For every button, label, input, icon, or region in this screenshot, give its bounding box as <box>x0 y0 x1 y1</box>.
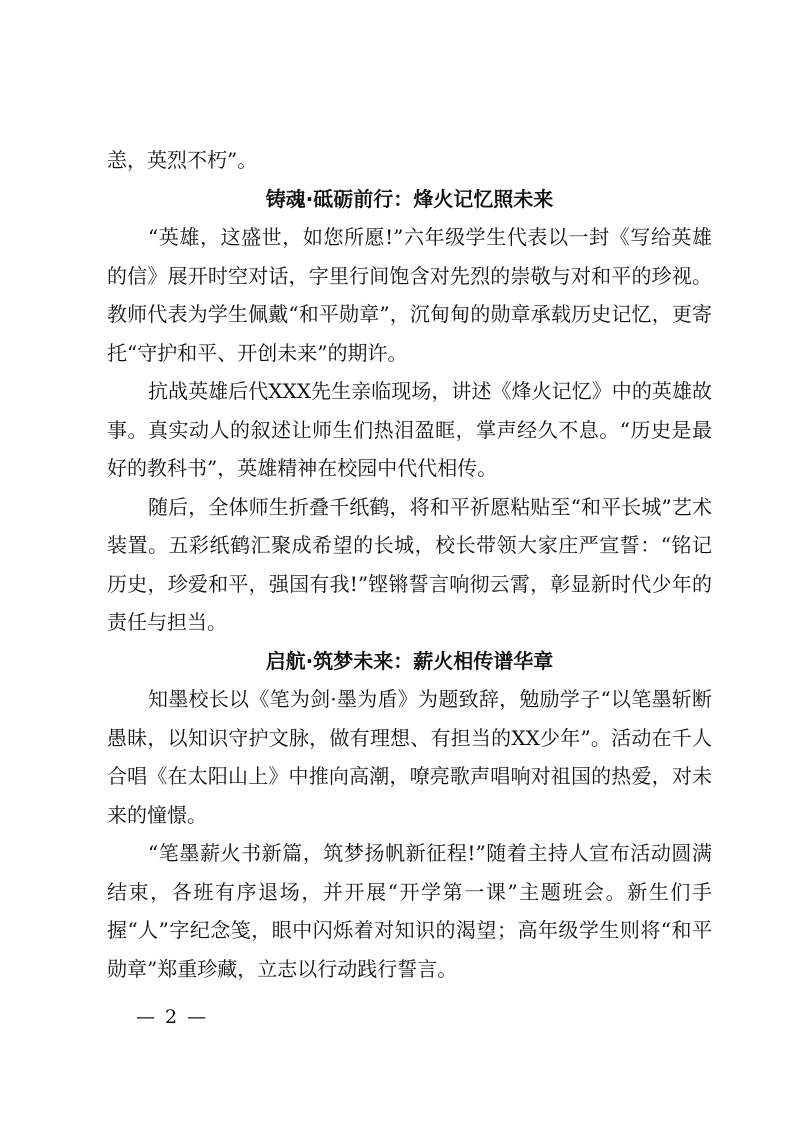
section-2-paragraph-1: 知墨校长以《笔为剑·墨为盾》为题致辞，勉励学子“以笔墨斩断愚昧，以知识守护文脉，做有理想、有担当的XX少年”。活动在千人合唱《在太阳山上》中推向高潮，嘹亮歌声唱响对祖国的热爱，对未来的憧憬。 <box>107 687 712 827</box>
section-2-paragraph-2: “笔墨薪火书新篇，筑梦扬帆新征程!”随着主持人宣布活动圆满结束，各班有序退场，并开展“开学第一课”主题班会。新生们手握“人”字纪念笺，眼中闪烁着对知识的渴望；高年级学生则将“和平勋章”郑重珍藏，立志以行动践行誓言。 <box>107 841 712 981</box>
document-body <box>107 141 712 988</box>
intro-tail-paragraph: 恙，英烈不朽”。 <box>107 148 258 172</box>
section-1-paragraph-2: 抗战英雄后代XXX先生亲临现场，讲述《烽火记忆》中的英雄故事。真实动人的叙述让师生们热泪盈眶，掌声经久不息。“历史是最好的教科书”，英雄精神在校园中代代相传。 <box>107 379 712 480</box>
section-1-paragraph-1: “英雄，这盛世，如您所愿!”六年级学生代表以一封《写给英雄的信》展开时空对话，字里行间饱含对先烈的崇敬与对和平的珍视。教师代表为学生佩戴“和平勋章”，沉甸甸的勋章承载历史记忆，更寄托“守护和平、开创未来”的期许。 <box>107 225 712 365</box>
section-1-heading: 铸魂·砥砺前行：烽火记忆照未来 <box>265 186 554 211</box>
section-2-heading: 启航·筑梦未来：薪火相传谱华章 <box>265 648 554 673</box>
section-1-paragraph-3: 随后，全体师生折叠千纸鹤，将和平祈愿粘贴至“和平长城”艺术装置。五彩纸鹤汇聚成希望的长城，校长带领大家庄严宣誓：“铭记历史，珍爱和平，强国有我!”铿锵誓言响彻云霄，彰显新时代少年的责任与担当。 <box>107 494 712 634</box>
page-number: — 2 — <box>136 1006 209 1028</box>
